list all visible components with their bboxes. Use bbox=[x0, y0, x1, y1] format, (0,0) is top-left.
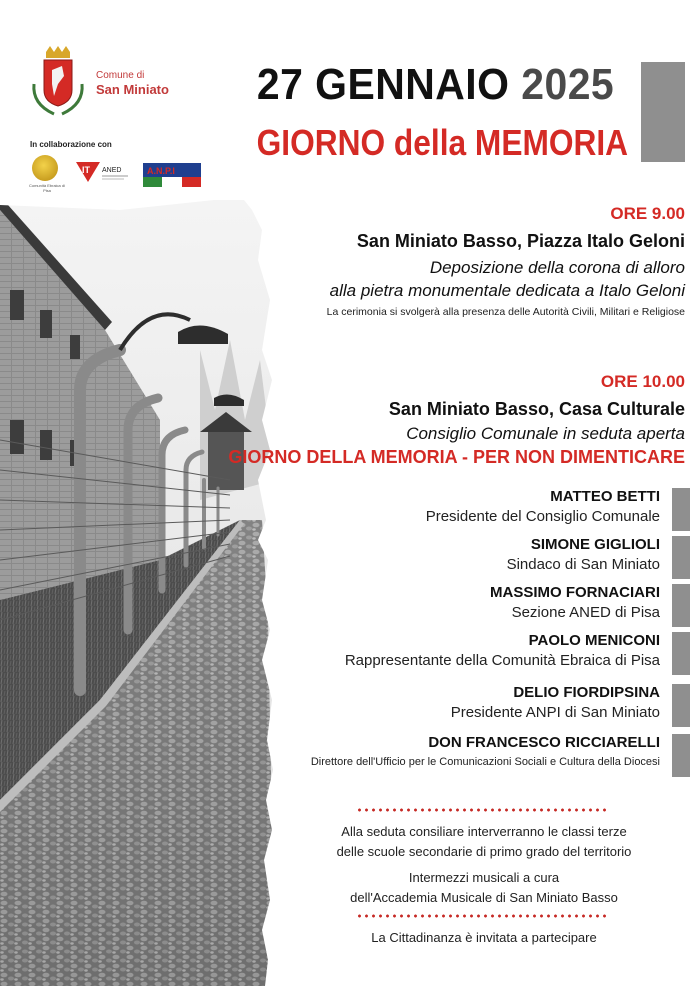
speaker-item bbox=[270, 534, 690, 582]
event2-place: San Miniato Basso, Casa Culturale bbox=[388, 399, 685, 419]
speaker-role: Sezione ANED di Pisa bbox=[511, 604, 660, 621]
aned-logo-text: ANED bbox=[102, 167, 122, 174]
footer-note-line4: dell'Accademia Musicale di San Miniato Basso bbox=[350, 890, 618, 905]
event2-headline: GIORNO DELLA MEMORIA - PER NON DIMENTICARE bbox=[228, 447, 685, 467]
event2-desc: Consiglio Comunale in seduta aperta bbox=[406, 424, 685, 443]
speaker-name: MASSIMO FORNACIARI bbox=[490, 584, 660, 601]
comune-crest-icon bbox=[28, 44, 88, 122]
speaker-name: DELIO FIORDIPSINA bbox=[513, 684, 660, 701]
speaker-item bbox=[270, 582, 690, 630]
speaker-item bbox=[270, 682, 690, 730]
collaboration-label: In collaborazione con bbox=[30, 140, 112, 149]
date-day-month: 27 GENNAIO bbox=[256, 60, 522, 109]
speaker-gray-bar bbox=[672, 684, 690, 727]
speaker-name: MATTEO BETTI bbox=[550, 488, 660, 505]
comune-label-small: Comune di bbox=[96, 70, 145, 81]
speaker-role: Rappresentante della Comunità Ebraica di Pisa bbox=[344, 652, 660, 669]
anpi-logo-icon bbox=[143, 163, 201, 187]
comunita-ebraica-logo-icon bbox=[32, 155, 58, 181]
footer-note-line3: Intermezzi musicali a cura bbox=[408, 870, 560, 885]
event-date-title bbox=[257, 60, 614, 110]
speaker-role: Sindaco di San Miniato bbox=[506, 556, 660, 573]
speaker-gray-bar bbox=[672, 536, 690, 579]
event1-desc-line2: alla pietra monumentale dedicata a Italo Geloni bbox=[329, 281, 685, 300]
speaker-role: Direttore dell'Ufficio per le Comunicazioni Sociali e Cultura della Diocesi bbox=[310, 756, 660, 768]
speaker-item bbox=[270, 630, 690, 678]
aned-logo-icon bbox=[74, 160, 130, 186]
event1-place: San Miniato Basso, Piazza Italo Geloni bbox=[356, 231, 685, 251]
speaker-item bbox=[270, 732, 690, 780]
speaker-name: SIMONE GIGLIOLI bbox=[530, 536, 660, 553]
event2-time: ORE 10.00 bbox=[600, 372, 685, 391]
dotted-divider bbox=[356, 808, 610, 812]
title-gray-accent bbox=[641, 62, 685, 162]
svg-text:IT: IT bbox=[82, 165, 90, 175]
event1-time: ORE 9.00 bbox=[610, 204, 685, 223]
footer-invitation: La Cittadinanza è invitata a partecipare bbox=[371, 930, 597, 945]
speaker-gray-bar bbox=[672, 632, 690, 675]
event1-note: La cerimonia si svolgerà alla presenza delle Autorità Civili, Militari e Religiose bbox=[326, 306, 685, 318]
speaker-gray-bar bbox=[672, 584, 690, 627]
speaker-item bbox=[270, 486, 690, 534]
comunita-ebraica-caption: Comunità Ebraica di Pisa bbox=[28, 183, 66, 193]
dotted-divider bbox=[356, 914, 610, 918]
speaker-name: PAOLO MENICONI bbox=[528, 632, 660, 649]
speaker-role: Presidente del Consiglio Comunale bbox=[425, 508, 660, 525]
speaker-name: DON FRANCESCO RICCIARELLI bbox=[428, 734, 660, 751]
footer-note-line1: Alla seduta consiliare interverranno le classi terze bbox=[341, 824, 627, 839]
speaker-gray-bar bbox=[672, 488, 690, 531]
date-year: 2025 bbox=[521, 60, 614, 109]
event-subtitle: GIORNO della MEMORIA bbox=[256, 122, 628, 163]
footer-note-line2: delle scuole secondarie di primo grado del territorio bbox=[336, 844, 632, 859]
comune-name: San Miniato bbox=[96, 82, 169, 97]
speaker-role: Presidente ANPI di San Miniato bbox=[450, 704, 660, 721]
event1-desc-line1: Deposizione della corona di alloro bbox=[429, 258, 685, 277]
anpi-logo-text: A.N.P.I bbox=[147, 166, 175, 176]
speaker-gray-bar bbox=[672, 734, 690, 777]
